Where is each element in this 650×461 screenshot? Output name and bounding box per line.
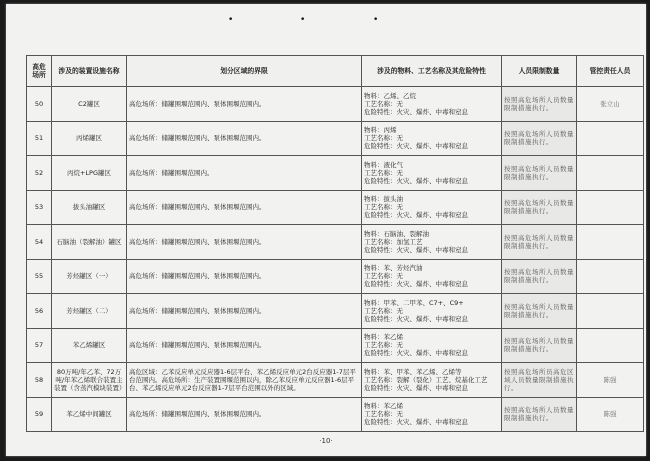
material-line: 物料：液化气 <box>364 160 403 169</box>
material-line: 物料：苯、芳烃汽油 <box>364 264 423 273</box>
table-row <box>27 259 644 294</box>
material-line: 危险特性：火灾、爆炸、中毒和窒息 <box>364 383 468 392</box>
high-risk-sites-table <box>26 55 644 432</box>
material-line: 工艺名称：裂解（裂化）工艺、烷基化工艺 <box>364 375 488 384</box>
responsible-person <box>577 225 644 260</box>
materials-hazards <box>362 259 502 294</box>
area-boundary: 高危场所：储罐围堰范围内、泵体围堰范围内。 <box>127 328 362 363</box>
site-number: 56 <box>27 294 52 329</box>
material-line: 工艺名称：无 <box>364 272 403 281</box>
scan-mark: • <box>300 15 306 25</box>
header-personnel-limit: 人员限制数量 <box>502 56 577 87</box>
table-row <box>27 156 644 191</box>
area-boundary: 高危场所：储罐围堰范围内、泵体围堰范围内。 <box>127 294 362 329</box>
material-line: 物料：石脑油、裂解油 <box>364 229 429 238</box>
personnel-limit: 按照高危场所人员数量限制措施执行。 <box>502 87 577 122</box>
material-line: 物料：甲苯、二甲苯、C7+、C9+ <box>364 298 464 307</box>
table-row <box>27 363 644 398</box>
responsible-person <box>577 259 644 294</box>
materials-hazards <box>362 87 502 122</box>
responsible-person <box>577 121 644 156</box>
materials-hazards <box>362 363 502 398</box>
facility-name: 丙烯罐区 <box>52 121 127 156</box>
facility-name: 芳烃罐区（一） <box>52 259 127 294</box>
responsible-person <box>577 294 644 329</box>
materials-hazards <box>362 190 502 225</box>
header-materials-hazards: 涉及的物料、工艺名称及其危险特性 <box>362 56 502 87</box>
table-row <box>27 225 644 260</box>
material-line: 工艺名称：无 <box>364 134 403 143</box>
personnel-limit: 按照高危场所人员数量限制措施执行。 <box>502 294 577 329</box>
header-area-boundary: 划分区域的界限 <box>127 56 362 87</box>
area-boundary: 高危场所：储罐围堰范围内、泵体围堰范围内。 <box>127 259 362 294</box>
material-line: 物料：拔头油 <box>364 195 403 204</box>
material-line: 物料：苯、甲苯、苯乙烯、乙烯等 <box>364 367 462 376</box>
material-line: 物料：乙烯、乙烷 <box>364 91 416 100</box>
area-boundary: 高危场所：储罐围堰范围内、泵体围堰范围内。 <box>127 225 362 260</box>
page-number: ·10· <box>319 437 333 445</box>
site-number: 59 <box>27 397 52 432</box>
personnel-limit: 按照高危场所人员数量限制措施执行。 <box>502 259 577 294</box>
material-line: 危险特性：火灾、爆炸、中毒和窒息 <box>364 142 468 151</box>
materials-hazards <box>362 397 502 432</box>
materials-hazards <box>362 294 502 329</box>
material-line: 物料：丙烯 <box>364 126 397 135</box>
responsible-person <box>577 156 644 191</box>
area-boundary: 高危区域：乙苯反应单元反应器1-6层平台、苯乙烯反应单元2台反应器1-7层平台范围内。高危场所：生产装置围堰范围以内，除乙苯反应单元反应器1-6层平台、苯乙烯反应单元2台反应器1-7层平台范围以外的区域。 <box>127 363 362 398</box>
table-row <box>27 294 644 329</box>
material-line: 危险特性：火灾、爆炸、中毒和窒息 <box>364 280 468 289</box>
material-line: 危险特性：火灾、爆炸、中毒和窒息 <box>364 245 468 254</box>
personnel-limit: 按照高危场所人员数量限制措施执行。 <box>502 225 577 260</box>
site-number: 54 <box>27 225 52 260</box>
site-number: 53 <box>27 190 52 225</box>
site-number: 57 <box>27 328 52 363</box>
table-row <box>27 328 644 363</box>
facility-name: 拔头油罐区 <box>52 190 127 225</box>
materials-hazards <box>362 121 502 156</box>
material-line: 危险特性：火灾、爆炸、中毒和窒息 <box>364 418 468 427</box>
responsible-person: 陈强 <box>577 363 644 398</box>
area-boundary: 高危场所：储罐围堰范围内、泵体围堰范围内。 <box>127 121 362 156</box>
site-number: 58 <box>27 363 52 398</box>
material-line: 危险特性：火灾、爆炸、中毒和窒息 <box>364 107 468 116</box>
site-number: 55 <box>27 259 52 294</box>
responsible-person: 陈强 <box>577 397 644 432</box>
material-line: 危险特性：火灾、爆炸、中毒和窒息 <box>364 211 468 220</box>
header-site-no: 高危场所 <box>27 56 52 87</box>
table-row <box>27 87 644 122</box>
table-row <box>27 190 644 225</box>
table-header-row <box>27 56 644 87</box>
personnel-limit: 按照高危场所人员数量限制措施执行。 <box>502 156 577 191</box>
facility-name: 80万吨/年乙苯、72万吨/年苯乙烯联合装置主装置（含蒸汽模块装置） <box>52 363 127 398</box>
materials-hazards <box>362 225 502 260</box>
material-line: 物料：苯乙烯 <box>364 402 403 411</box>
personnel-limit: 按照高危场所人员数量限制措施执行。 <box>502 190 577 225</box>
table-row <box>27 397 644 432</box>
personnel-limit: 按照高危场所人员数量限制措施执行。 <box>502 328 577 363</box>
site-number: 52 <box>27 156 52 191</box>
facility-name: C2罐区 <box>52 87 127 122</box>
facility-name: 石脑油（裂解油）罐区 <box>52 225 127 260</box>
area-boundary: 高危场所：储罐围堰范围内、泵体围堰范围内。 <box>127 190 362 225</box>
material-line: 工艺名称：无 <box>364 203 403 212</box>
facility-name: 苯乙烯罐区 <box>52 328 127 363</box>
facility-name: 丙烷+LPG罐区 <box>52 156 127 191</box>
material-line: 危险特性：火灾、爆炸、中毒和窒息 <box>364 314 468 323</box>
site-number: 50 <box>27 87 52 122</box>
material-line: 危险特性：火灾、爆炸、中毒和窒息 <box>364 176 468 185</box>
material-line: 工艺名称：无 <box>364 410 403 419</box>
area-boundary: 高危场所：储罐围堰范围内、泵体围堰范围内。 <box>127 87 362 122</box>
document-page <box>6 4 646 456</box>
personnel-limit: 按照高危场所人员数量限制措施执行。 <box>502 397 577 432</box>
personnel-limit: 按照高危场所人员数量限制措施执行。 <box>502 121 577 156</box>
material-line: 危险特性：火灾、爆炸、中毒和窒息 <box>364 349 468 358</box>
site-number: 51 <box>27 121 52 156</box>
materials-hazards <box>362 156 502 191</box>
material-line: 工艺名称：加氢工艺 <box>364 237 423 246</box>
responsible-person <box>577 328 644 363</box>
header-facility-name: 涉及的装置设施名称 <box>52 56 127 87</box>
material-line: 工艺名称：无 <box>364 168 403 177</box>
responsible-person: 张立山 <box>577 87 644 122</box>
area-boundary: 高危场所：储罐围堰范围内。 <box>127 156 362 191</box>
material-line: 工艺名称：无 <box>364 341 403 350</box>
material-line: 工艺名称：无 <box>364 306 403 315</box>
scan-mark: • <box>373 15 379 25</box>
personnel-limit: 按照高危场所员高危区域人员数量限制措施执行。 <box>502 363 577 398</box>
materials-hazards <box>362 328 502 363</box>
responsible-person <box>577 190 644 225</box>
area-boundary: 高危场所：储罐围堰范围内、泵体围堰范围内。 <box>127 397 362 432</box>
scan-mark: • <box>228 15 234 25</box>
table-row <box>27 121 644 156</box>
material-line: 工艺名称：无 <box>364 99 403 108</box>
material-line: 物料：苯乙烯 <box>364 333 403 342</box>
header-responsible-person: 管控责任人员 <box>577 56 644 87</box>
facility-name: 芳烃罐区（二） <box>52 294 127 329</box>
facility-name: 苯乙烯中间罐区 <box>52 397 127 432</box>
